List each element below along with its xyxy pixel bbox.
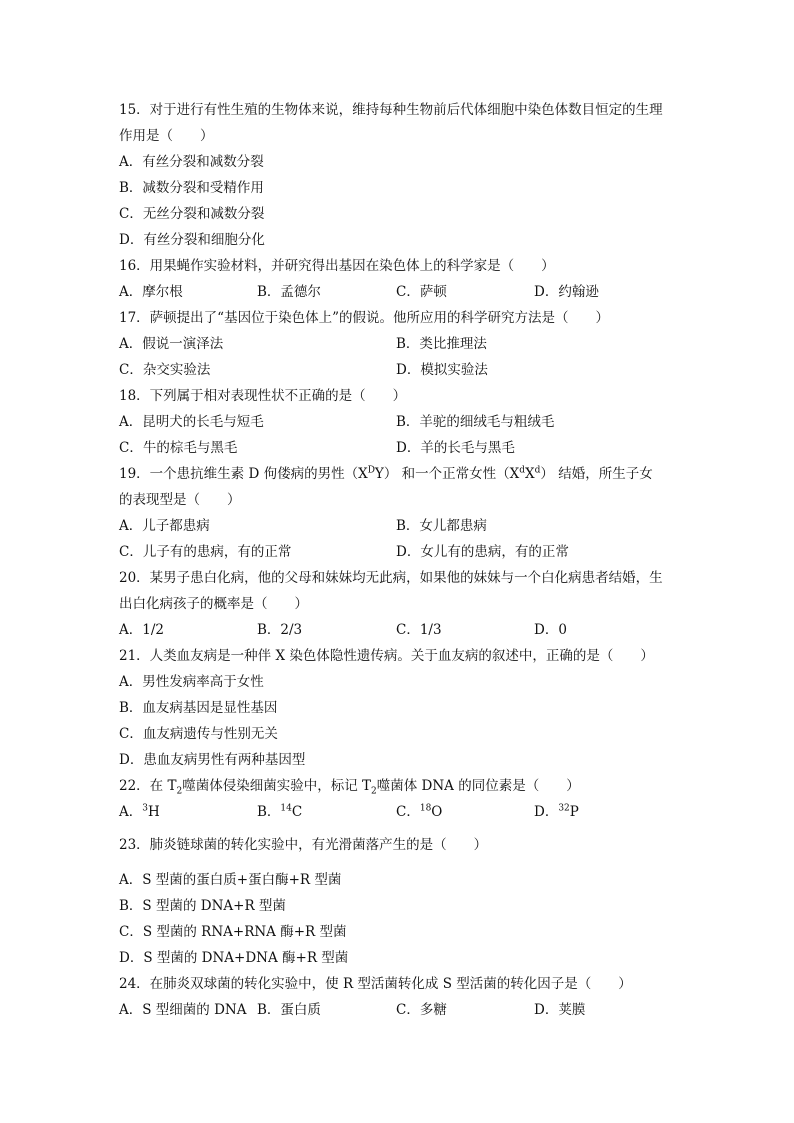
q18-options-row1 <box>119 410 704 434</box>
q21-option-c: C．血友病遗传与性别无关 <box>119 726 278 742</box>
q17-option-a: A．假说一演泽法 <box>119 336 224 352</box>
q20-stem-line1: 20．某男子患白化病，他的父母和妹妹均无此病，如果他的妹妹与一个白化病患者结婚，生 <box>119 570 663 586</box>
q16-stem: 16．用果蝇作实验材料，并研究得出基因在染色体上的科学家是（ ） <box>119 258 555 274</box>
q20-option-b: B．2/3 <box>257 622 303 638</box>
q17-option-b: B．类比推理法 <box>396 336 487 352</box>
q16-option-d: D．约翰逊 <box>534 284 599 300</box>
q21-option-a: A．男性发病率高于女性 <box>119 674 264 690</box>
q16-option-c: C．萨顿 <box>396 284 447 300</box>
q17-options-row1 <box>119 332 704 356</box>
q18-options-row2 <box>119 436 704 460</box>
q22-option-c: C．$^{18}$O <box>396 803 443 820</box>
q18-option-b: B．羊驼的细绒毛与粗绒毛 <box>396 414 555 430</box>
q15-option-b: B．减数分裂和受精作用 <box>119 180 264 196</box>
q19-stem-line1: 19．一个患抗维生素 D 佝偻病的男性$(X^DY)$ 和一个正常女性$(X^dX^d)$ 结婚，所生子女 <box>119 465 653 482</box>
q23-option-c: C．S 型菌的 RNA+RNA 酶+R 型菌 <box>119 924 347 940</box>
q20-options <box>119 618 704 642</box>
q24-options <box>119 998 704 1022</box>
q21-option-d: D．患血友病男性有两种基因型 <box>119 752 306 768</box>
q19-options-row2 <box>119 540 704 564</box>
q19-option-d: D．女儿有的患病，有的正常 <box>396 544 569 560</box>
q16-option-a: A．摩尔根 <box>119 284 183 300</box>
q15-option-a: A．有丝分裂和减数分裂 <box>119 154 264 170</box>
q17-option-d: D．模拟实验法 <box>396 362 488 378</box>
q23-option-b: B．S 型菌的 DNA+R 型菌 <box>119 898 286 914</box>
q21-stem: 21．人类血友病是一种伴 X 染色体隐性遗传病。关于血友病的叙述中，正确的是（ ） <box>119 648 654 664</box>
q20-option-d: D．0 <box>534 622 567 638</box>
q17-option-c: C．杂交实验法 <box>119 362 211 378</box>
q23-option-a: A．S 型菌的蛋白质+蛋白酶+R 型菌 <box>119 872 342 888</box>
q15-stem-line2: 作用是（ ） <box>119 128 214 144</box>
q22-options <box>119 800 704 824</box>
q20-stem-line2: 出白化病孩子的概率是（ ） <box>119 596 308 612</box>
q15-option-c: C．无丝分裂和减数分裂 <box>119 206 265 222</box>
q22-option-b: B．$^{14}$C <box>257 803 303 820</box>
q20-option-a: A．1/2 <box>119 622 164 638</box>
q19-options-row1 <box>119 514 704 538</box>
q17-options-row2 <box>119 358 704 382</box>
q18-option-a: A．昆明犬的长毛与短毛 <box>119 414 264 430</box>
q16-option-b: B．孟德尔 <box>257 284 321 300</box>
q15-stem-line1: 15．对于进行有性生殖的生物体来说，维持每种生物前后代体细胞中染色体数目恒定的生理 <box>119 102 663 118</box>
q22-stem: 22．在 $T_2$噬菌体侵染细菌实验中，标记 $T_2$噬菌体 DNA 的同位素是（ ） <box>119 778 580 797</box>
q16-options <box>119 280 704 304</box>
q18-option-d: D．羊的长毛与黑毛 <box>396 440 515 456</box>
q24-option-a: A．S 型细菌的 DNA <box>119 1002 247 1018</box>
q21-option-b: B．血友病基因是显性基因 <box>119 700 278 716</box>
q19-stem-line2: 的表现型是（ ） <box>119 492 241 508</box>
q24-option-c: C．多糖 <box>396 1002 447 1018</box>
q19-option-b: B．女儿都患病 <box>396 518 487 534</box>
q24-option-b: B．蛋白质 <box>257 1002 321 1018</box>
q24-stem: 24．在肺炎双球菌的转化实验中，使 R 型活菌转化成 S 型活菌的转化因子是（ ） <box>119 976 632 992</box>
q19-option-a: A．儿子都患病 <box>119 518 210 534</box>
q22-option-a: A．$^3$H <box>119 803 160 820</box>
q23-option-d: D．S 型菌的 DNA+DNA 酶+R 型菌 <box>119 950 349 966</box>
q22-option-d: D．$^{32}$P <box>534 803 579 820</box>
q17-stem: 17．萨顿提出了“基因位于染色体上”的假说。他所应用的科学研究方法是（ ） <box>119 310 609 326</box>
q19-option-c: C．儿子有的患病，有的正常 <box>119 544 292 560</box>
q18-stem: 18．下列属于相对表现性状不正确的是（ ） <box>119 388 407 404</box>
q23-stem: 23．肺炎链球菌的转化实验中，有光滑菌落产生的是（ ） <box>119 837 488 853</box>
q20-option-c: C．1/3 <box>396 622 442 638</box>
q24-option-d: D．荚膜 <box>534 1002 586 1018</box>
q18-option-c: C．牛的棕毛与黑毛 <box>119 440 238 456</box>
q15-option-d: D．有丝分裂和细胞分化 <box>119 232 265 248</box>
